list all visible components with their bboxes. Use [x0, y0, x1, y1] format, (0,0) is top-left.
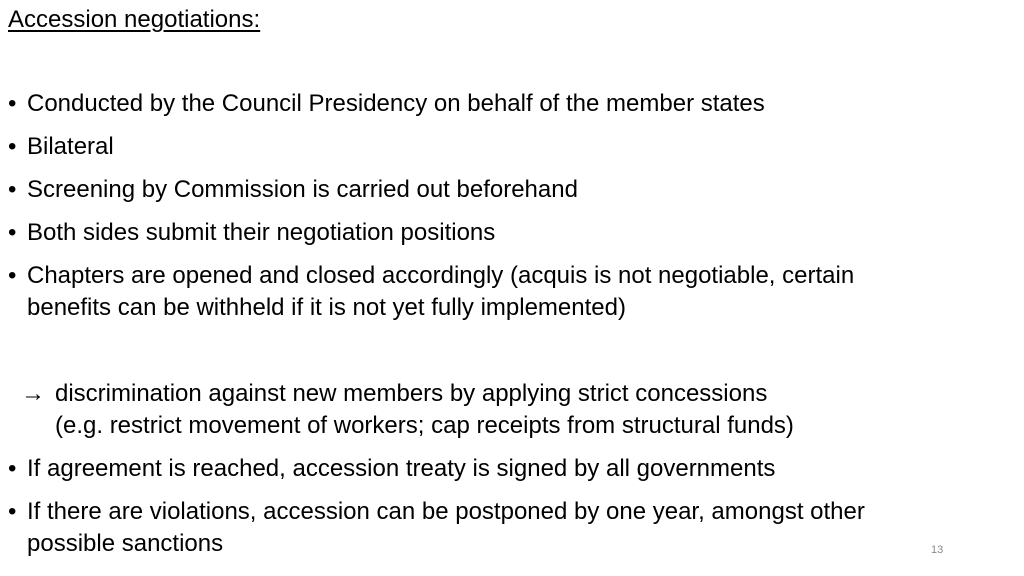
bullet-icon: • — [8, 455, 17, 482]
list-item — [8, 217, 938, 249]
list-item-text: If agreement is reached, accession treaty is signed by all governments — [27, 455, 776, 482]
bullet-icon: • — [8, 90, 17, 117]
list-item — [8, 496, 927, 560]
list-item-text: If there are violations, accession can be postponed by one year, amongst other possible sanctions — [27, 498, 865, 557]
arrow-right-icon: → — [21, 380, 45, 407]
bullet-icon: • — [8, 262, 17, 289]
list-item — [8, 131, 938, 163]
list-item-text: Screening by Commission is carried out beforehand — [27, 176, 578, 203]
list-item-text: Both sides submit their negotiation positions — [27, 219, 496, 246]
list-item-text: Chapters are opened and closed accordingly (acquis is not negotiable, certain benefits can be withheld if it is not yet fully implemented) — [27, 262, 855, 321]
list-item — [8, 260, 877, 324]
bullet-icon: • — [8, 176, 17, 203]
bullet-icon: • — [8, 219, 17, 246]
arrow-note-line-1: discrimination against new members by applying strict concessions — [55, 380, 768, 407]
spacer — [8, 335, 938, 378]
bullet-list — [8, 88, 938, 571]
list-item-text: Conducted by the Council Presidency on behalf of the member states — [27, 90, 765, 117]
list-item — [8, 88, 938, 120]
list-item — [8, 453, 938, 485]
list-item — [8, 174, 938, 206]
list-item-text: Bilateral — [27, 133, 114, 160]
bullet-icon: • — [8, 133, 17, 160]
arrow-note-line-2: (e.g. restrict movement of workers; cap receipts from structural funds) — [55, 412, 794, 439]
arrow-note — [8, 378, 938, 442]
page-number: 13 — [931, 544, 944, 556]
slide-title: Accession negotiations: — [8, 6, 261, 33]
bullet-icon: • — [8, 498, 17, 525]
